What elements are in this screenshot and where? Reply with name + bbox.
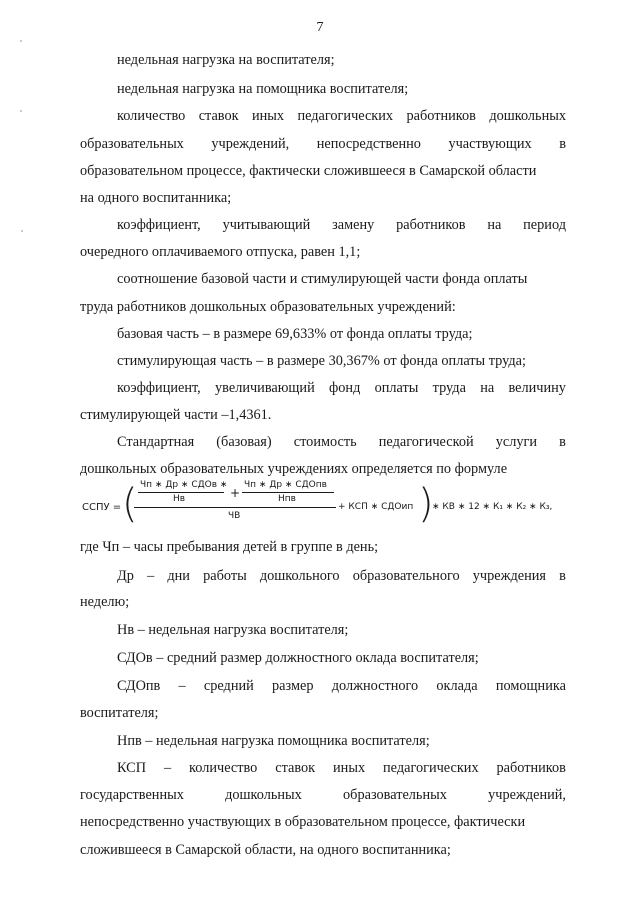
text-line: стимулирующей части –1,4361. [80,407,272,423]
formula-plus-1: + [230,486,241,500]
word: коэффициент, [117,380,201,396]
formula-main-denominator: ЧВ [228,511,241,521]
word: Др [117,568,134,584]
page-number: 7 [316,20,324,35]
word: иных [333,760,366,776]
word: государственных [80,787,184,803]
text-line: СДОв – средний размер должностного оклада воспитателя; [117,650,479,666]
word: работников [496,760,566,776]
word: образовательного [352,568,460,584]
word: ставок [198,108,239,124]
word: учреждений, [211,136,290,152]
word: иных [251,108,285,124]
word: величину [508,380,566,396]
word: – [178,678,186,694]
word: КСП [117,760,147,776]
text-line [117,760,566,777]
word: дошкольного [259,568,340,584]
formula-main-fraction-bar [134,507,336,508]
word: замену [332,217,375,233]
word: средний [203,678,254,694]
text-line: базовая часть – в размере 69,633% от фонда оплаты труда; [117,326,473,342]
word: в [559,434,566,450]
word: должностного [331,678,419,694]
text-line: недельная нагрузка на помощника воспитателя; [117,81,409,97]
word: количество [117,108,186,124]
word: участвующих [448,136,532,152]
text-line [117,108,566,125]
word: труда [432,380,466,396]
text-line: где Чп – часы пребывания детей в группе в день; [80,539,379,555]
text-line [117,380,566,397]
word: период [523,217,566,233]
word: педагогических [383,760,479,776]
formula-term2-bar [242,492,334,493]
word: коэффициент, [117,217,201,233]
scan-mark [20,110,22,112]
word: педагогических [297,108,394,124]
word: оплаты [374,380,419,396]
formula-ksp-term: + КСП ∗ СДОип [338,502,414,512]
word: стоимость [293,434,357,450]
word: образовательных [343,787,447,803]
text-line: неделю; [80,594,130,610]
formula-right-paren: ) [418,481,434,527]
text-line [117,678,566,695]
word: фонд [329,380,361,396]
word: – [147,568,155,584]
scan-mark [20,40,22,42]
formula-term1-numerator: Чп ∗ Др ∗ СДОв ∗ [140,480,228,490]
word: педагогической [378,434,474,450]
text-line: труда работников дошкольных образовательных учреждений: [80,299,456,315]
word: – [163,760,172,776]
word: работников [406,108,476,124]
formula-rhs: ∗ КВ ∗ 12 ∗ К₁ ∗ К₂ ∗ К₃, [432,502,553,512]
sspu-formula [80,478,570,540]
word: на [480,380,495,396]
word: количество [189,760,258,776]
word: (базовая) [216,434,272,450]
word: работы [203,568,247,584]
text-line: стимулирующая часть – в размере 30,367% от фонда оплаты труда; [117,353,526,369]
word: оклада [436,678,478,694]
word: дошкольных [489,108,566,124]
text-line: Нв – недельная нагрузка воспитателя; [117,622,349,638]
text-line: непосредственно участвующих в образовательном процессе, фактически [80,814,526,830]
word: работников [396,217,466,233]
word: в [559,568,566,584]
text-line [117,217,566,234]
word: в [559,136,566,152]
text-line: недельная нагрузка на воспитателя; [117,52,335,68]
word: Стандартная [117,434,195,450]
word: непосредственно [316,136,421,152]
text-line: соотношение базовой части и стимулирующей части фонда оплаты [117,271,528,287]
text-line: воспитателя; [80,705,159,721]
word: учитывающий [222,217,311,233]
text-line: Нпв – недельная нагрузка помощника воспитателя; [117,733,430,749]
text-line: очередного оплачиваемого отпуска, равен 1,1; [80,244,361,260]
text-line [80,787,566,804]
text-line: образовательном процессе, фактически сложившееся в Самарской области [80,163,537,179]
word: учреждений, [488,787,566,803]
text-line: сложившееся в Самарской области, на одного воспитанника; [80,842,451,858]
word: увеличивающий [215,380,315,396]
text-line: дошкольных образовательных учреждениях определяется по формуле [80,461,508,477]
formula-term1-denominator: Нв [173,494,186,504]
word: размер [272,678,314,694]
scan-mark [21,230,23,232]
text-line [117,434,566,451]
formula-term2-denominator: Нпв [278,494,296,504]
text-line: на одного воспитанника; [80,190,232,206]
word: ставок [275,760,316,776]
word: учреждения [472,568,546,584]
word: СДОпв [117,678,161,694]
word: помощника [495,678,566,694]
word: дошкольных [225,787,302,803]
word: услуги [495,434,538,450]
formula-left-paren: ( [122,481,138,527]
text-line [117,568,566,585]
word: дни [167,568,190,584]
formula-lhs: ССПУ = [82,502,122,513]
formula-term2-numerator: Чп ∗ Др ∗ СДОпв [244,480,327,490]
word: образовательных [80,136,184,152]
word: на [487,217,502,233]
text-line [80,136,566,153]
formula-term1-bar [138,492,224,493]
